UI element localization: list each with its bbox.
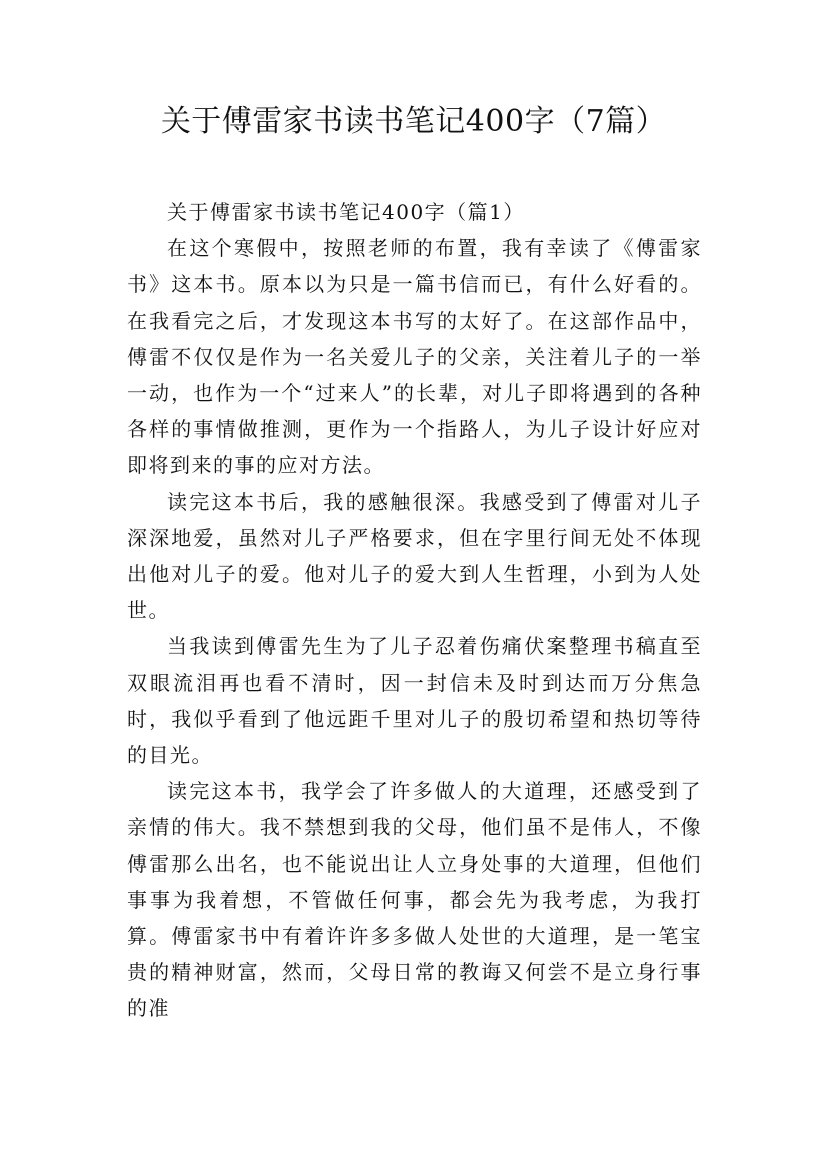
section-heading: 关于傅雷家书读书笔记400字（篇1） bbox=[167, 200, 525, 224]
paragraph: 在这个寒假中，按照老师的布置，我有幸读了《傅雷家书》这本书。原本以为只是一篇书信而已，有什么好看的。在我看完之后，才发现这本书写的太好了。在这部作品中，傅雷不仅仅是作为一名关爱儿子的父亲，关注着儿子的一举一动，也作为一个“过来人”的长辈，对儿子即将遇到的各种各样的事情做推测，更作为一个指路人，为儿子设计好应对即将到来的事的应对方法。 bbox=[127, 236, 702, 478]
paragraph: 当我读到傅雷先生为了儿子忍着伤痛伏案整理书稿直至双眼流泪再也看不清时，因一封信未及时到达而万分焦急时，我似乎看到了他远距千里对儿子的殷切希望和热切等待的目光。 bbox=[127, 634, 702, 768]
document-title: 关于傅雷家书读书笔记400字（7篇） bbox=[160, 104, 667, 139]
document-body bbox=[127, 194, 702, 1027]
paragraph: 读完这本书，我学会了许多做人的大道理，还感受到了亲情的伟大。我不禁想到我的父母，他们虽不是伟人，不像傅雷那么出名，也不能说出让人立身处事的大道理，但他们事事为我着想，不管做任何事，都会先为我考虑，为我打算。傅雷家书中有着许许多多做人处世的大道理，是一笔宝贵的精神财富，然而，父母日常的教诲又何尝不是立身行事的准 bbox=[127, 779, 702, 1021]
paragraph: 读完这本书后，我的感触很深。我感受到了傅雷对儿子深深地爱，虽然对儿子严格要求，但在字里行间无处不体现出他对儿子的爱。他对儿子的爱大到人生哲理，小到为人处世。 bbox=[127, 489, 702, 623]
